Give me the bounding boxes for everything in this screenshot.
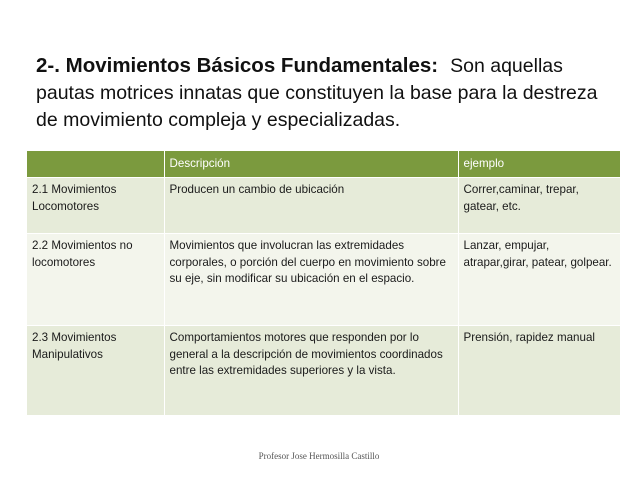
row-name-cell: 2.3 Movimientos Manipulativos (27, 326, 164, 416)
table-row (27, 178, 620, 234)
footer-author: Profesor Jose Hermosilla Castillo (258, 451, 380, 461)
heading-text-line1: Son aquellas (450, 55, 563, 77)
heading-text-line2: pautas motrices innatas que constituyen la base para la destreza (36, 82, 598, 104)
heading-title: 2-. Movimientos Básicos Fundamentales: (36, 54, 439, 77)
row-example-cell: Prensión, rapidez manual (458, 326, 620, 416)
row-example-cell: Lanzar, empujar, atrapar,girar, patear, golpear. (458, 234, 620, 326)
table-row (27, 326, 620, 416)
heading-text-line3: de movimiento compleja y especializadas. (36, 109, 401, 131)
table-row (27, 234, 620, 326)
row-name-cell: 2.2 Movimientos no locomotores (27, 234, 164, 326)
slide-heading (36, 52, 616, 134)
row-description-cell: Comportamientos motores que responden por lo general a la descripción de movimientos coordinados entre las extremidades superiores y la vista. (164, 326, 458, 416)
movements-table (27, 151, 621, 415)
header-empty (27, 151, 164, 178)
header-example: ejemplo (458, 151, 620, 178)
row-name-cell: 2.1 Movimientos Locomotores (27, 178, 164, 234)
table-header-row (27, 151, 620, 178)
row-description-cell: Producen un cambio de ubicación (164, 178, 458, 234)
row-description-cell: Movimientos que involucran las extremidades corporales, o porción del cuerpo en movimiento sobre su eje, sin modificar su ubicación en el espacio. (164, 234, 458, 326)
row-example-cell: Correr,caminar, trepar, gatear, etc. (458, 178, 620, 234)
header-description: Descripción (164, 151, 458, 178)
